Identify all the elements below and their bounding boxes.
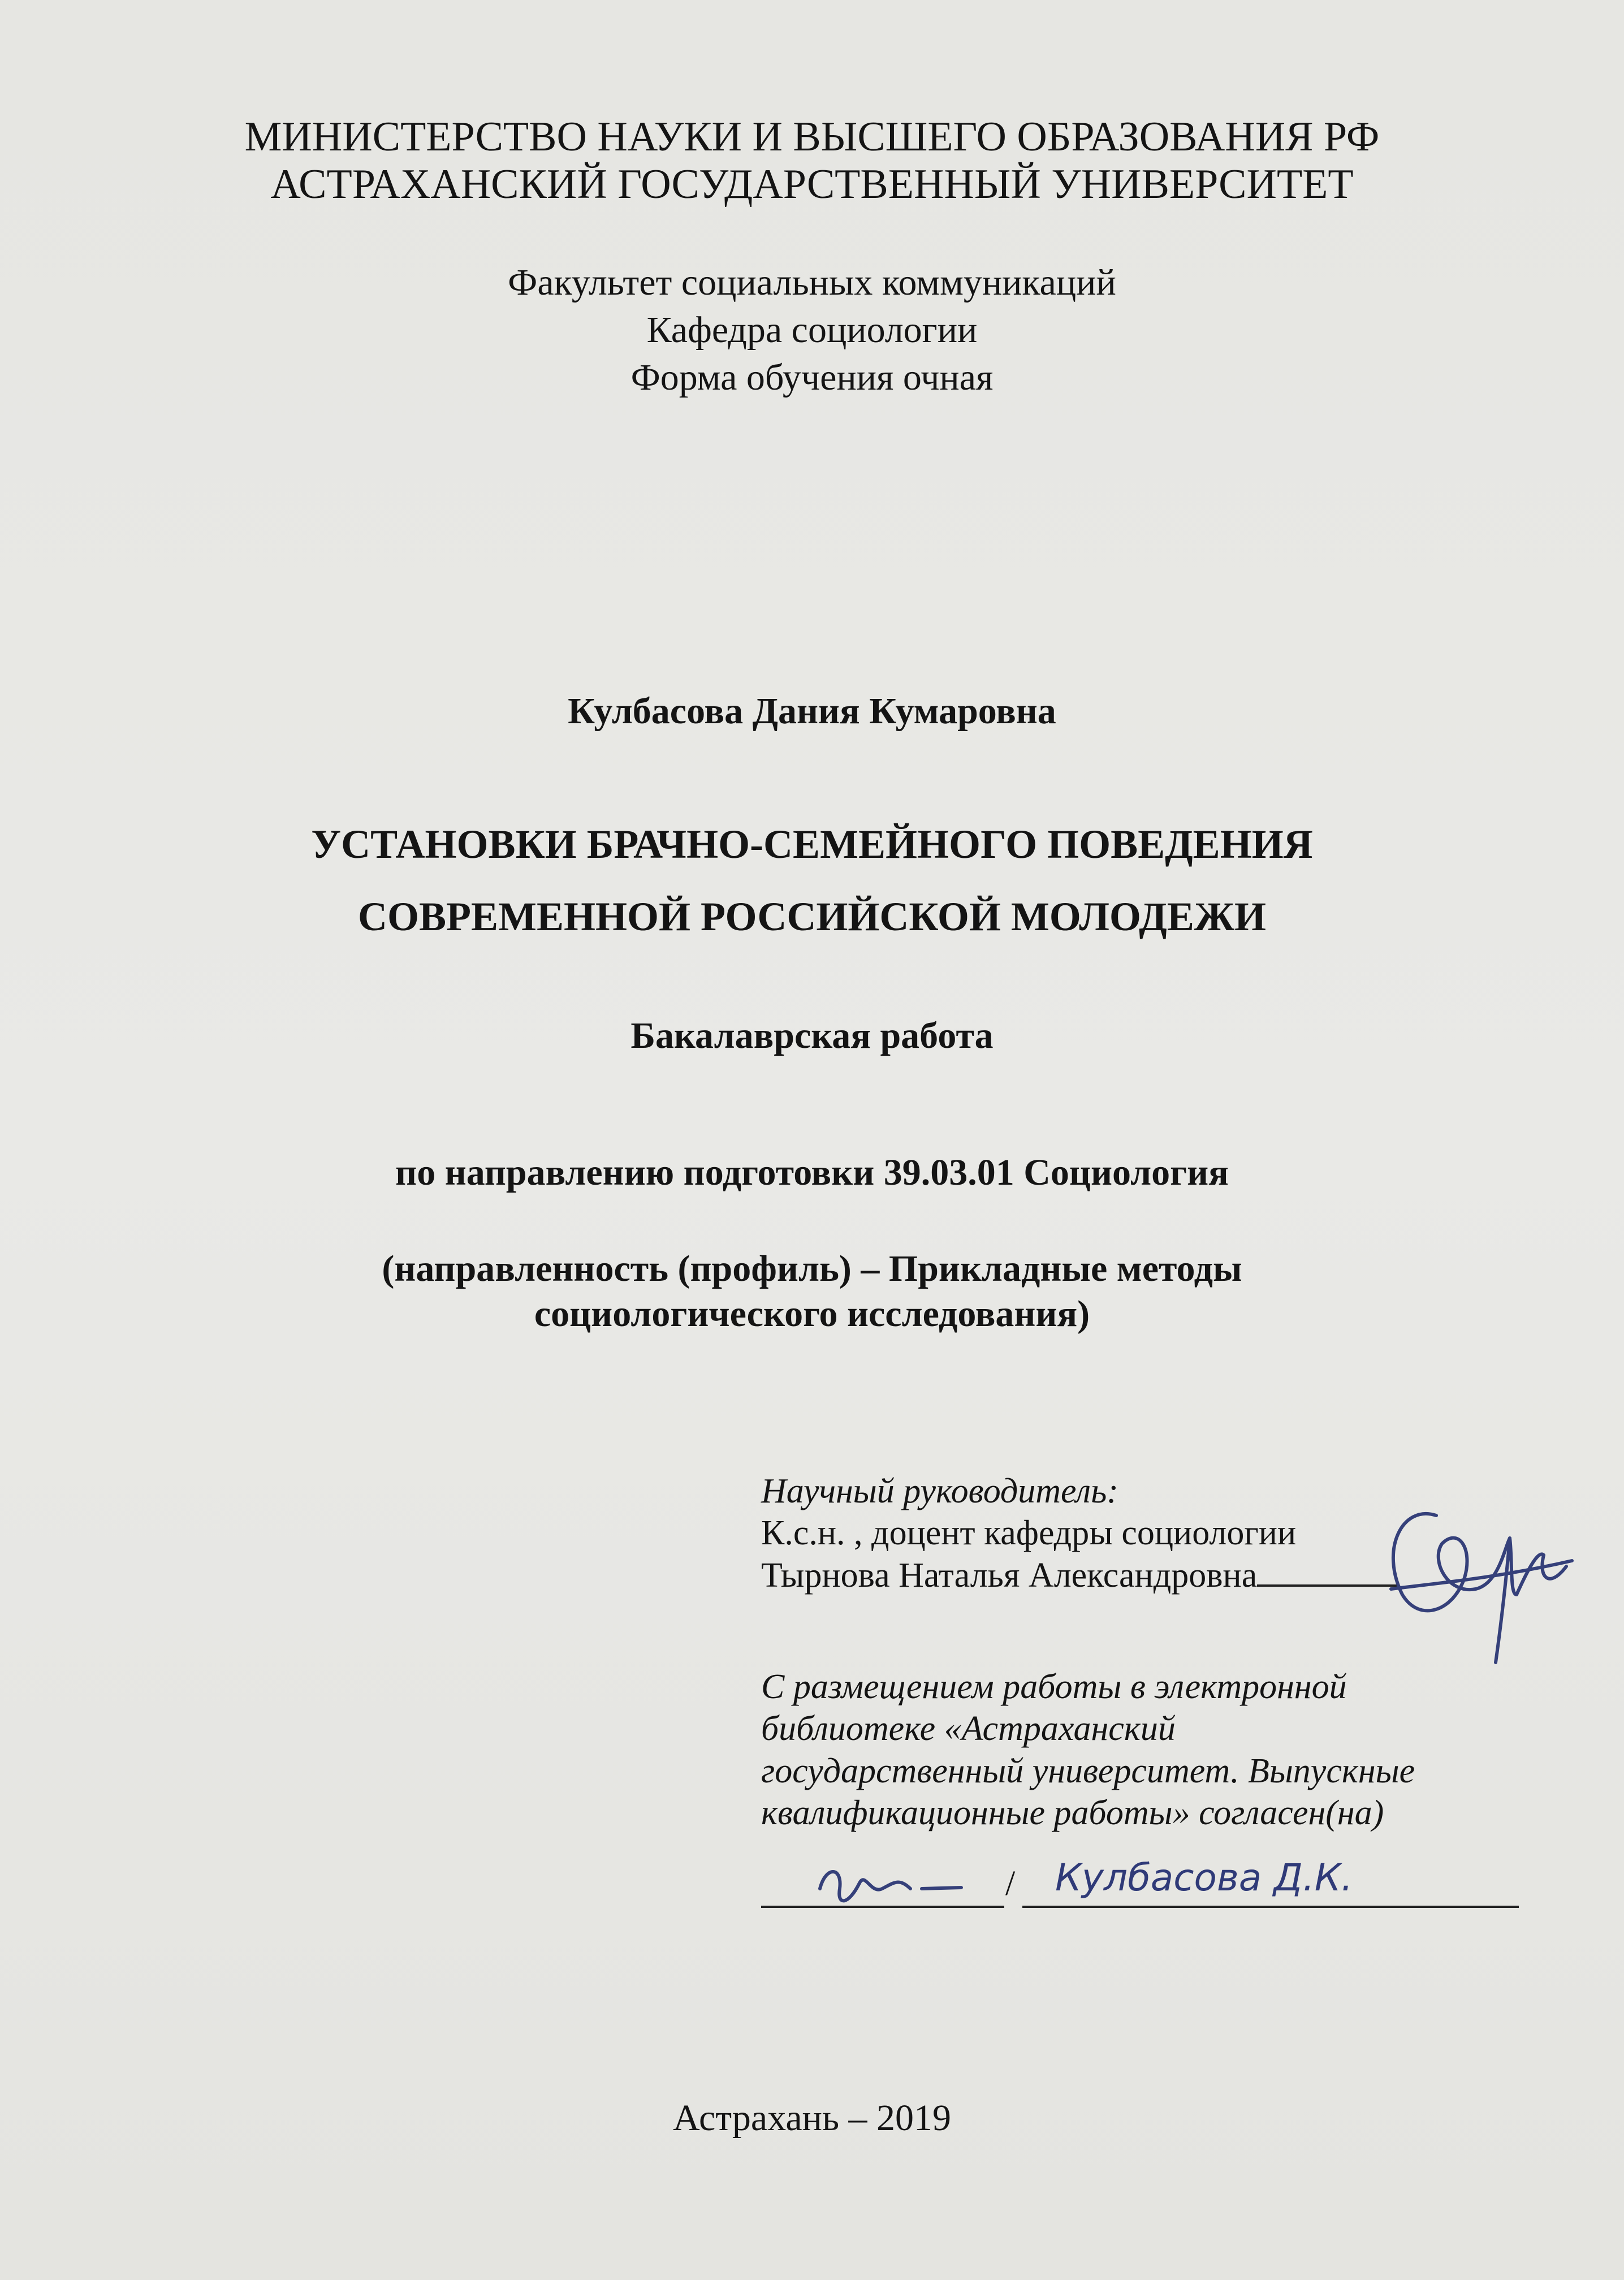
ministry-line: МИНИСТЕРСТВО НАУКИ И ВЫСШЕГО ОБРАЗОВАНИЯ РФ [244,114,1380,160]
consent-block [761,1666,1541,1834]
city-year: Астрахань – 2019 [672,2097,952,2139]
supervisor-name-row [761,1554,1541,1596]
consent-line-1: С размещением работы в электронной [761,1668,1347,1706]
consent-line-4: квалификационные работы» согласен(на) [761,1794,1384,1833]
author-name: Кулбасова Дания Кумаровна [568,690,1056,732]
supervisor-position: К.с.н. , доцент кафедры социологии [761,1514,1297,1553]
student-handwritten-name: Кулбасова Д.К. [1055,1856,1353,1899]
consent-signature-row [761,1856,1519,1920]
work-type: Бакалаврская работа [630,1015,994,1056]
direction-line: по направлению подготовки 39.03.01 Социология [395,1152,1229,1193]
supervisor-block [761,1470,1541,1596]
consent-line-3: государственный университет. Выпускные [761,1751,1415,1790]
signature-underline [1257,1562,1398,1587]
thesis-title-line-2: СОВРЕМЕННОЙ РОССИЙСКОЙ МОЛОДЕЖИ [357,894,1267,939]
slash-separator: / [1005,1864,1016,1903]
consent-line-2: библиотеке «Астраханский [761,1709,1176,1748]
signature-blank [761,1906,1004,1908]
study-form-line: Форма обучения очная [630,357,994,398]
university-line: АСТРАХАНСКИЙ ГОСУДАРСТВЕННЫЙ УНИВЕРСИТЕТ [270,161,1354,208]
profile-line-2: социологического исследования) [534,1293,1090,1335]
thesis-title-line-1: УСТАНОВКИ БРАЧНО-СЕМЕЙНОГО ПОВЕДЕНИЯ [311,822,1313,867]
department-line: Кафедра социологии [646,309,978,351]
name-blank [1022,1906,1519,1908]
faculty-line: Факультет социальных коммуникаций [508,262,1116,303]
supervisor-name: Тырнова Наталья Александровна [761,1556,1258,1595]
supervisor-label: Научный руководитель: [761,1472,1118,1510]
profile-line-1: (направленность (профиль) – Прикладные методы [382,1248,1242,1289]
